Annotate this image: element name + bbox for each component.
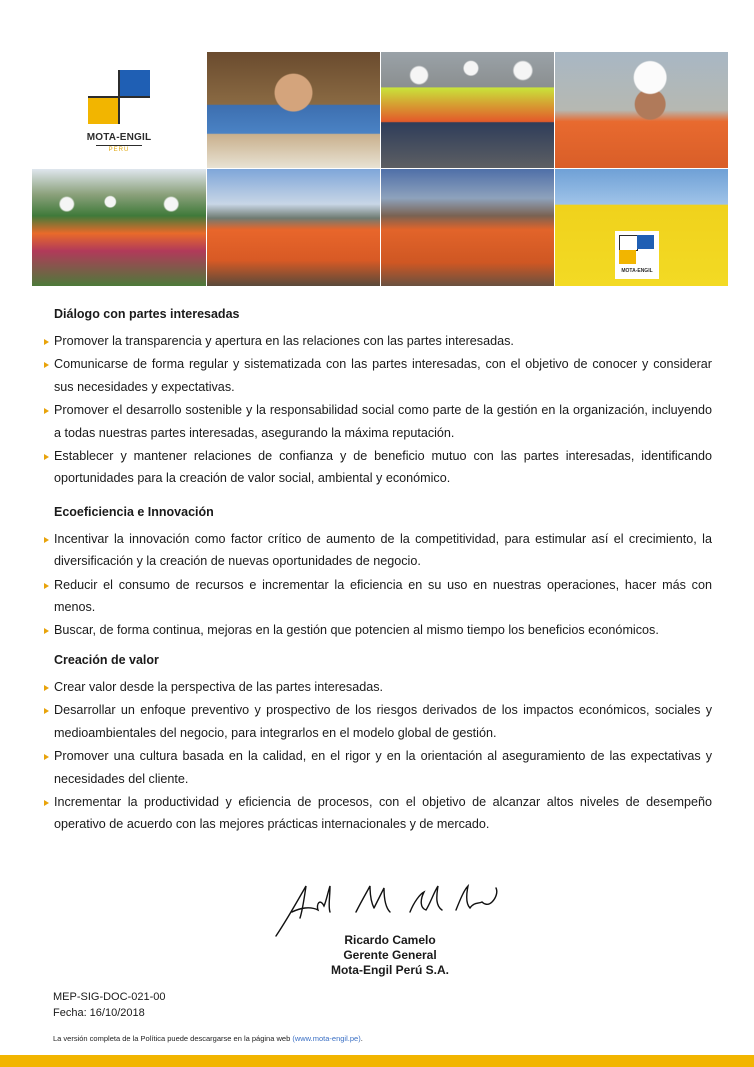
- bullet-triangle-icon: [44, 754, 49, 760]
- truck-logo-icon: MOTA-ENGIL: [615, 231, 659, 279]
- list-item: Incentivar la innovación como factor crítico de aumento de la competitividad, para estimular así el crecimiento, la diversificación y la creación de nuevas oportunidades de negocio.: [44, 528, 712, 573]
- website-link[interactable]: (www.mota-engil.pe): [292, 1034, 361, 1043]
- bullet-list: [44, 528, 712, 642]
- bullet-triangle-icon: [44, 628, 49, 634]
- mining-truck-photo: [555, 169, 728, 286]
- logo-country-label: PERU: [32, 147, 206, 153]
- bullet-triangle-icon: [44, 362, 49, 368]
- bullet-triangle-icon: [44, 800, 49, 806]
- bullet-triangle-icon: [44, 454, 49, 460]
- handwritten-signature: [270, 878, 510, 940]
- footnote-end: .: [360, 1034, 363, 1043]
- list-item: Reducir el consumo de recursos e incrementar la eficiencia en su uso en nuestras operaciones, hacer más con menos.: [44, 574, 712, 619]
- signatory-role: Gerente General: [343, 948, 437, 962]
- workers-group-photo: [207, 169, 380, 286]
- list-item: Desarrollar un enfoque preventivo y prospectivo de los riesgos derivados de los impactos económicos, sociales y medioambientales del negocio, para integrarlos en el modelo global de gestión.: [44, 699, 712, 744]
- workers-briefing-photo: [381, 52, 554, 168]
- bullet-triangle-icon: [44, 339, 49, 345]
- bullet-triangle-icon: [44, 583, 49, 589]
- bullet-triangle-icon: [44, 685, 49, 691]
- list-item: Promover el desarrollo sostenible y la responsabilidad social como parte de la gestión en la organización, incluyendo a todas nuestras partes interesadas, asegurando la máxima reputación.: [44, 399, 712, 444]
- logo-mark-icon: [88, 70, 150, 124]
- woman-worker-portrait-photo: [555, 52, 728, 168]
- community-meeting-photo: [32, 169, 206, 286]
- document-code: MEP-SIG-DOC-021-00: [53, 991, 166, 1003]
- footnote: [53, 1034, 363, 1043]
- bullet-triangle-icon: [44, 537, 49, 543]
- signatory-name: Ricardo Camelo: [344, 933, 436, 947]
- signatory-company: Mota-Engil Perú S.A.: [330, 963, 449, 977]
- company-logo: [32, 52, 206, 168]
- list-item: Promover la transparencia y apertura en las relaciones con las partes interesadas.: [44, 330, 712, 352]
- classroom-child-photo: [207, 52, 380, 168]
- list-item: Establecer y mantener relaciones de confianza y de beneficio mutuo con las partes interesadas, identificando oportunidades para la creación de valor social, ambiental y económico.: [44, 445, 712, 490]
- list-item: Promover una cultura basada en la calidad, en el rigor y en la orientación al aseguramiento de las expectativas y necesidades del cliente.: [44, 745, 712, 790]
- bullet-triangle-icon: [44, 408, 49, 414]
- list-item: Buscar, de forma continua, mejoras en la gestión que potencien al mismo tiempo los beneficios económicos.: [44, 619, 712, 641]
- list-item: Incrementar la productividad y eficiencia de procesos, con el objetivo de alcanzar altos niveles de desempeño operativo de acuerdo con las mejores prácticas internacionales y de mercado.: [44, 791, 712, 836]
- list-item: Comunicarse de forma regular y sistematizada con las partes interesadas, con el objetivo de conocer y considerar sus necesidades y expectativas.: [44, 353, 712, 398]
- bullet-list: [44, 330, 712, 490]
- document-date: Fecha: 16/10/2018: [53, 1007, 145, 1019]
- bullet-list: [44, 676, 712, 836]
- bullet-triangle-icon: [44, 708, 49, 714]
- logo-wordmark: MOTA-ENGIL: [86, 132, 152, 143]
- section-title: Ecoeficiencia e Innovación: [54, 504, 214, 519]
- footnote-text: La versión completa de la Política puede descargarse en la página web: [53, 1034, 293, 1043]
- section-title: Diálogo con partes interesadas: [54, 307, 240, 321]
- section-title: Creación de valor: [54, 652, 159, 667]
- workers-walking-photo: [381, 169, 554, 286]
- policy-content: [44, 306, 712, 837]
- list-item: Crear valor desde la perspectiva de las partes interesadas.: [44, 676, 712, 698]
- photo-collage: [32, 52, 728, 286]
- bottom-accent-bar: [0, 1055, 754, 1067]
